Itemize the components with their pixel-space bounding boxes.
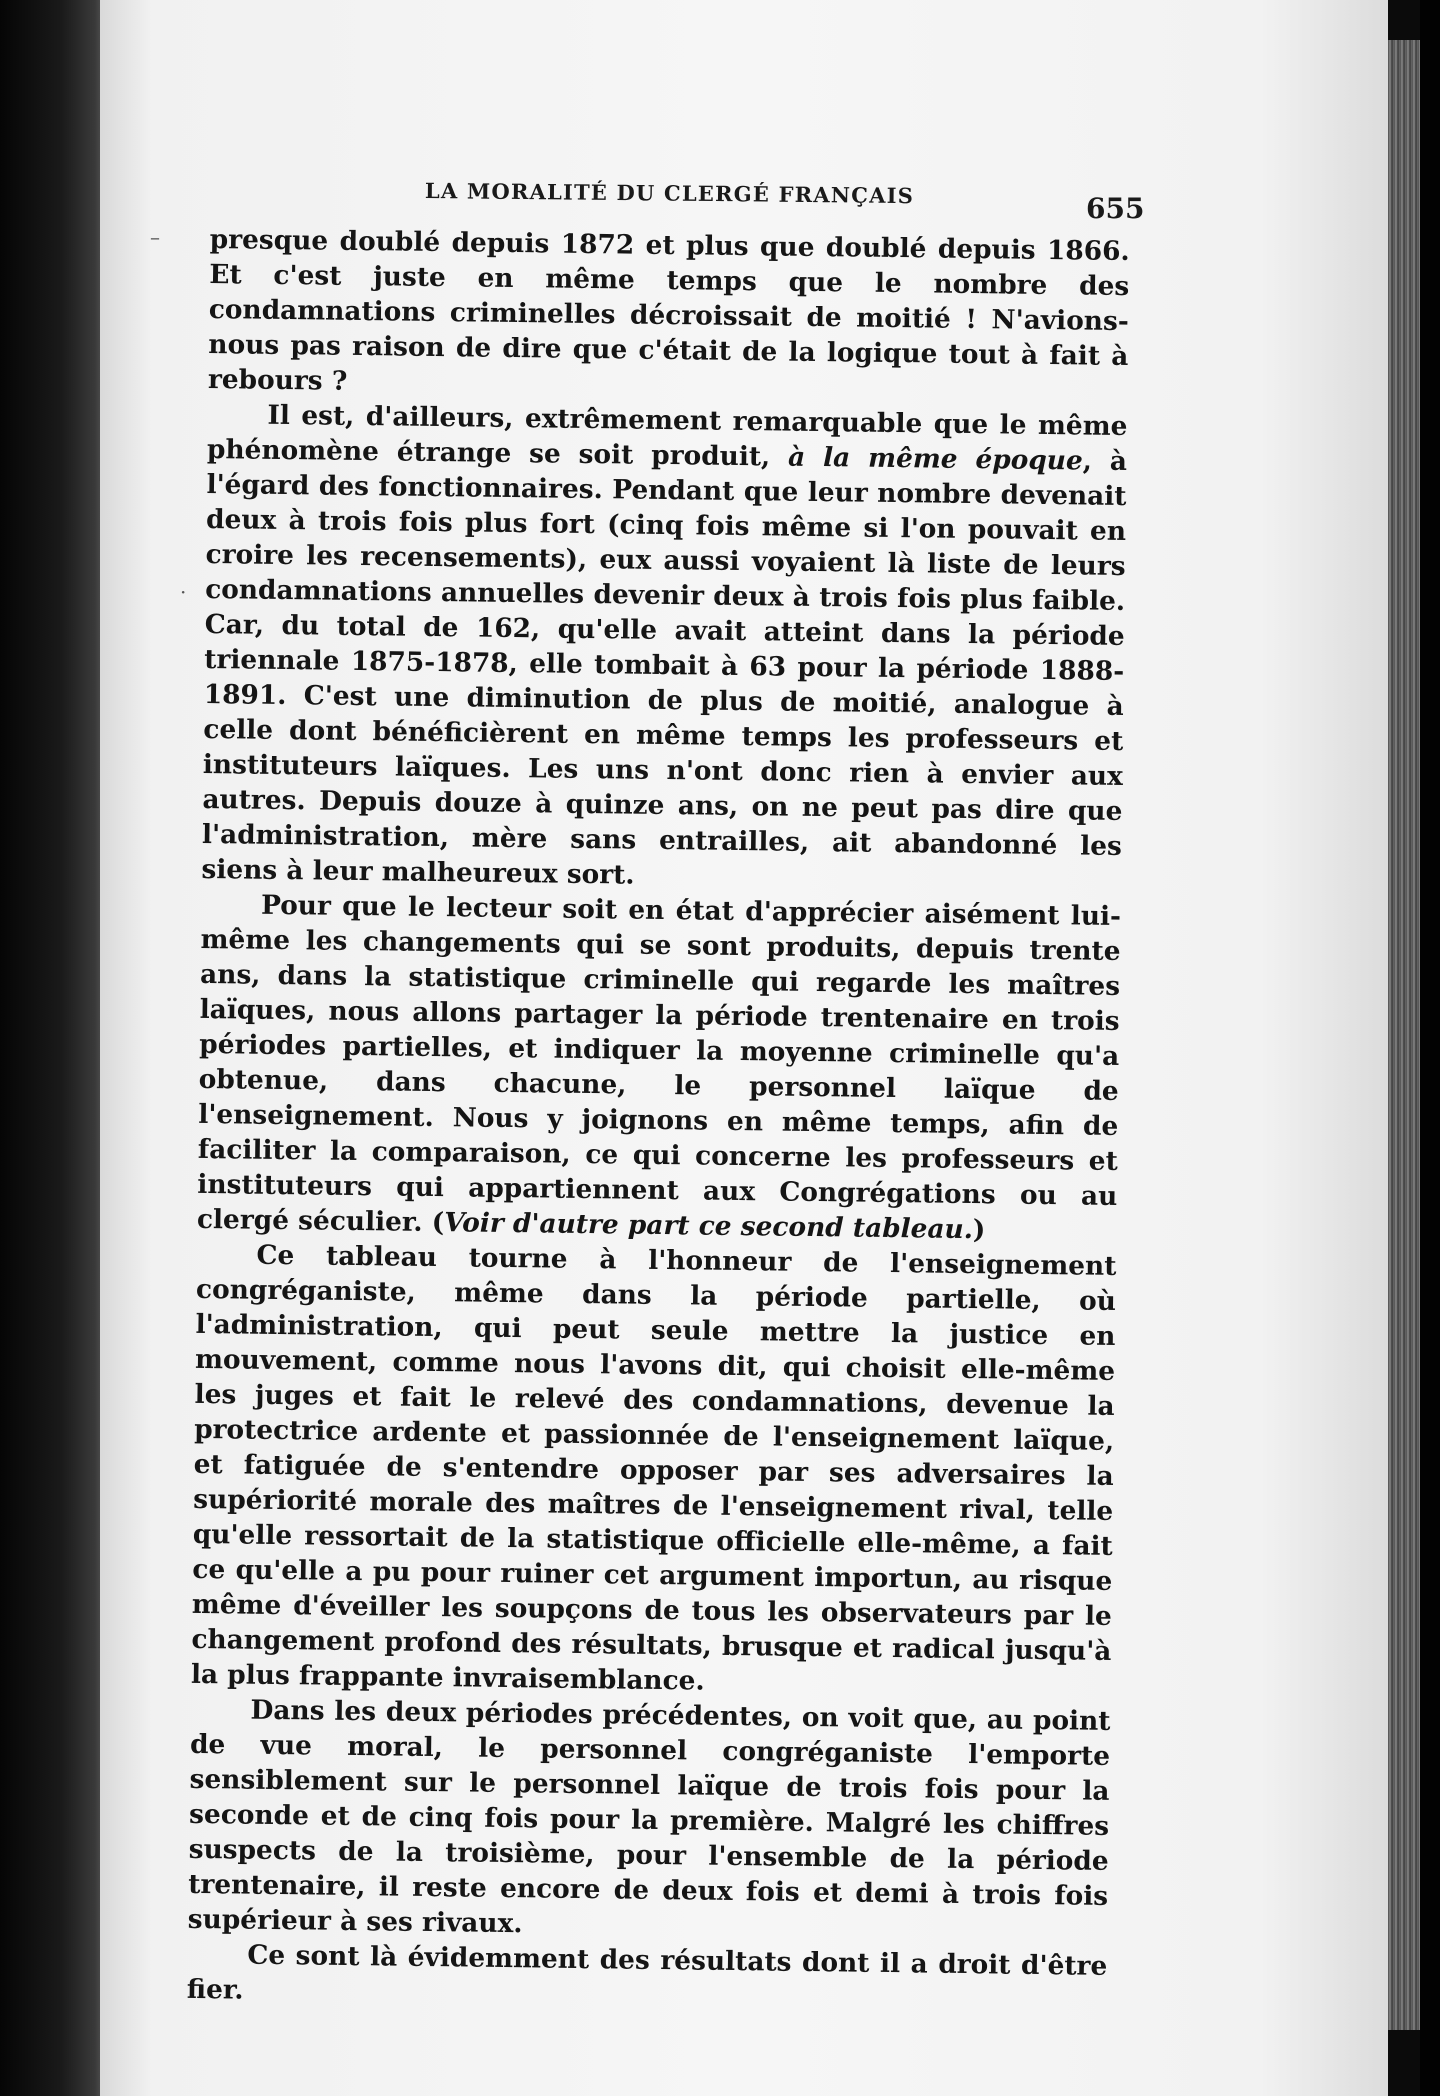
scan-border (1420, 0, 1440, 2096)
paragraph-2 (201, 397, 1127, 899)
paragraph-2-text-end: , à l'égard des fonctionnaires. Pendant que leur nombre devenait deux à trois fois plus fort (cinq fois même si l'on pouvait en croire les recensements), eux aussi voyaient là liste de leurs condamnations annuelles devenir deux à trois fois plus faible. Car, du total de 162, qu'elle avait atteint dans la période triennale 1875-1878, elle tombait à 63 pour la période 1888-1891. C'est une diminution de plus de moitié, analogue à celle dont bénéficièrent en même temps les professeurs et instituteurs laïques. Les uns n'ont donc rien à envier aux autres. Depuis douze à quinze ans, on ne peut pas dire que l'administration, mère sans entrailles, ait abandonné les siens à leur malheureux sort. (201, 445, 1128, 891)
paragraph-3 (197, 887, 1122, 1249)
page-number: 655 (1086, 192, 1145, 225)
running-title: LA MORALITÉ DU CLERGÉ FRANÇAIS (424, 178, 915, 209)
margin-mark: · (180, 580, 187, 604)
book-gutter-shadow (0, 0, 112, 2096)
paragraph-6: Ce sont là évidemment des résultats dont il a droit d'être fier. (186, 1939, 1108, 2006)
body-text (187, 222, 1130, 2019)
paragraph-3-italic: Voir d'autre part ce second tableau. (444, 1207, 974, 1246)
paragraph-3-text-end: ) (972, 1214, 986, 1246)
paragraph-2-text-start: Il est, d'ailleurs, extrêmement remarquable que le même phénomène étrange se soit produit, (206, 399, 1128, 473)
paragraph-1: presque doublé depuis 1872 et plus que doublé depuis 1866. Et c'est juste en même temps que le nombre des condamnations criminelles décroissait de moitié ! N'avions-nous pas raison de dire que c'était de la logique tout à fait à rebours ? (207, 223, 1130, 397)
margin-mark: – (150, 225, 160, 249)
paragraph-2-italic: à la même époque (787, 441, 1083, 477)
paragraph-5: Dans les deux périodes précédentes, on voit que, au point de vue moral, le personnel congréganiste l'emporte sensiblement sur le personnel laïque de trois fois pour la seconde et de cinq fois pour la première. Malgré les chiffres suspects de la troisième, pour l'ensemble de la période trentenaire, il reste encore de deux fois et demi à trois fois supérieur à ses rivaux. (187, 1694, 1111, 1940)
paragraph-4: Ce tableau tourne à l'honneur de l'enseignement congréganiste, même dans la période partielle, où l'administration, qui peut seule mettre la justice en mouvement, comme nous l'avons dit, qui choisit elle-même les juges et fait le relevé des condamnations, devenue la protectrice ardente et passionnée de l'enseignement laïque, et fatiguée de s'entendre opposer par ses adversaires la supériorité morale des maîtres de l'enseignement rival, telle qu'elle ressortait de la statistique officielle elle-même, a fait ce qu'elle a pu pour ruiner cet argument importun, au risque même d'éveiller les soupçons de tous les observateurs par le changement profond des résultats, brusque et radical jusqu'à la plus frappante invraisemblance. (190, 1239, 1117, 1697)
paragraph-3-text-start: Pour que le lecteur soit en état d'apprécier aisément lui-même les changements qui se sont produits, depuis trente ans, dans la statistique criminelle qui regarde les maîtres laïques, nous allons partager la période trentenaire en trois périodes partielles, et indiquer la moyenne criminelle qu'a obtenue, dans chacune, le personnel laïque de l'enseignement. Nous y joignons en même temps, afin de faciliter la comparaison, ce qui concerne les professeurs et instituteurs qui appartiennent aux Congrégations ou au clergé séculier. ( (196, 889, 1122, 1239)
